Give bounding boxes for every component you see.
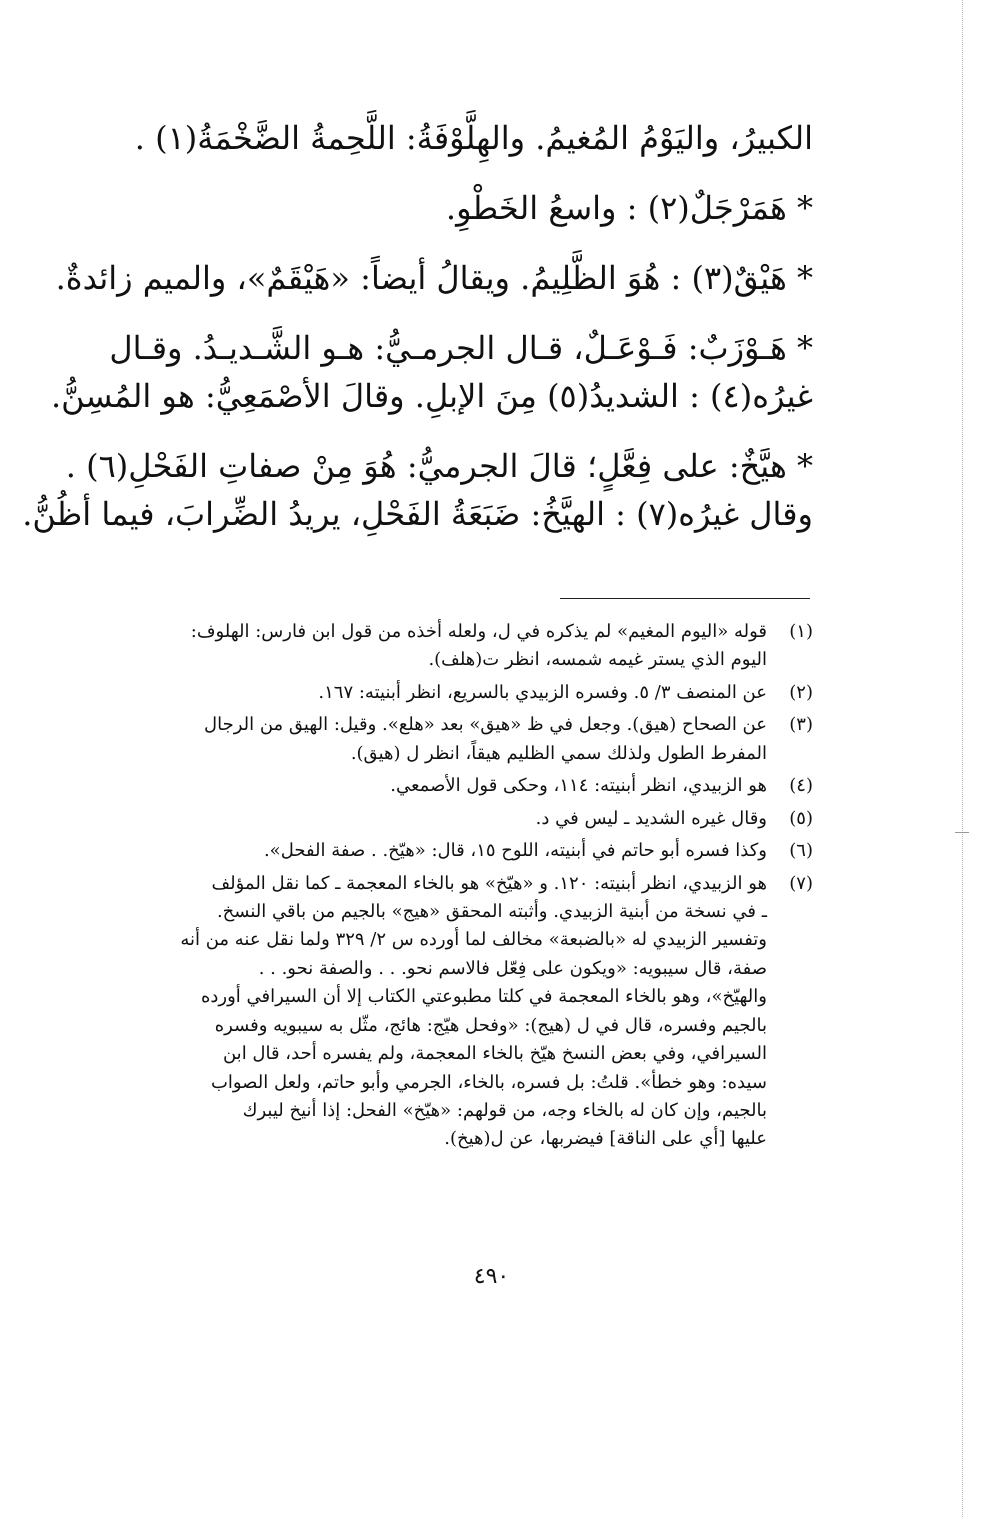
- footnote-line: قوله «اليوم المغيم» لم يذكره في ل، ولعله أخذه من قول ابن فارس: الهلوف:: [190, 621, 767, 642]
- footnote-line: والهيّخ»، وهو بالخاء المعجمة في كلتا مطبوعتي الكتاب إلا أن السيرافي أورده: [200, 986, 767, 1008]
- footnote-text: [138, 772, 767, 800]
- footnote-text: [138, 837, 767, 865]
- footnote-line: هو الزبيدي، انظر أبنيته: ١٢٠. و «هيّخ» هو بالخاء المعجمة ـ كما نقل المؤلف: [211, 872, 767, 894]
- footnote-divider: [560, 598, 810, 599]
- main-line: غيرُه(٤) : الشديدُ(٥) مِنَ الإبلِ. وقالَ الأصْمَعِيُّ: هو المُسِنُّ.: [51, 377, 813, 415]
- footnote: [138, 870, 813, 1154]
- footnote-line: سيده: وهو خطأ». قلتُ: بل فسره، بالخاء، الجرمي وأبو حاتم، ولعل الصواب: [210, 1071, 767, 1093]
- footnote: [138, 711, 813, 768]
- footnote-text: [138, 805, 767, 833]
- footnote-number: (٣): [789, 714, 813, 736]
- page-number: ٤٩٠: [473, 1264, 510, 1289]
- scan-edge-mark: [955, 832, 969, 833]
- main-line: * هَمَرْجَلٌ(٢) : واسعُ الخَطْوِ.: [445, 189, 813, 227]
- footnote-line: عن الصحاح (هيق). وجعل في ظ «هيق» بعد «هلع». وقيل: الهيق من الرجال: [204, 714, 767, 736]
- main-line: * هيَّخٌ: على فِعَّلٍ؛ قالَ الجرميُّ: هُوَ مِنْ صفاتِ الفَحْلِ(٦) .: [65, 447, 813, 485]
- footnote-line: وتفسير الزبيدي له «بالضبعة» مخالف لما أورده س ٢/ ٣٢٩ ولما نقل عنه من أنه: [180, 929, 767, 951]
- footnote-number: (٥): [789, 807, 813, 829]
- footnote-text: [138, 618, 767, 675]
- footnote: [138, 618, 813, 675]
- footnote-line: ـ في نسخة من أبنية الزبيدي. وأثبته المحقق «هيج» بالجيم من باقي النسخ.: [216, 900, 767, 922]
- footnote-line: وكذا فسره أبو حاتم في أبنيته، اللوح ١٥، قال: «هيّخ. . صفة الفحل».: [263, 840, 767, 862]
- footnote-line: صفة، قال سيبويه: «ويكون على فِعّل فالاسم نحو. . . والصفة نحو. . .: [258, 957, 767, 979]
- footnote-text: [138, 711, 767, 768]
- footnote-text: [138, 679, 767, 707]
- footnote-number: (١): [789, 621, 813, 642]
- footnote-line: المفرط الطول ولذلك سمي الظليم هيقاً، انظر ل (هيق).: [350, 742, 767, 764]
- footnote-line: عن المنصف ٣/ ٥. وفسره الزبيدي بالسريع، انظر أبنيته: ١٦٧.: [318, 681, 767, 703]
- footnote-line: السيرافي، وفي بعض النسخ هيّخ بالخاء المعجمة، ولم يفسره أحد، قال ابن: [222, 1043, 767, 1065]
- footnote: [138, 837, 813, 865]
- footnote: [138, 805, 813, 833]
- footnote-number: (٦): [789, 840, 813, 862]
- main-line: * هَـوْزَبٌ: فَـوْعَـلٌ، قـال الجرمـيُّ: هـو الشَّـديـدُ. وقـال: [109, 329, 813, 367]
- footnote-number: (٤): [789, 775, 813, 797]
- footnote-line: وقال غيره الشديد ـ ليس في د.: [535, 807, 767, 829]
- main-line: وقال غيرُه(٧) : الهيَّخُ: ضَبَعَةُ الفَحْلِ، يريدُ الضِّرابَ، فيما أظُنُّ.: [22, 495, 813, 533]
- scan-edge-line: [962, 0, 964, 1517]
- footnote: [138, 679, 813, 707]
- footnote-line: اليوم الذي يستر غيمه شمسه، انظر ت(هلف).: [428, 649, 767, 671]
- footnotes: [138, 618, 813, 1158]
- footnote-line: عليها [أي على الناقة] فيضربها، عن ل(هيخ).: [444, 1128, 767, 1150]
- footnote-line: هو الزبيدي، انظر أبنيته: ١١٤، وحكى قول الأصمعي.: [390, 775, 767, 797]
- footnote-line: بالجيم، وإن كان له بالخاء وجه، من قولهم: «هيّخ» الفحل: إذا أنيخ ليبرك: [242, 1100, 767, 1121]
- footnote-text: [138, 870, 767, 1154]
- footnote-line: بالجيم وفسره، قال في ل (هيج): «وفحل هيّج: هائج، مثّل به سيبويه وفسره: [214, 1014, 767, 1036]
- main-line: * هَيْقٌ(٣) : هُوَ الظَّلِيمُ. ويقالُ أيضاً: «هَيْقَمٌ»، والميم زائدةٌ.: [55, 259, 813, 297]
- main-text: [22, 118, 813, 534]
- footnote-number: (٢): [789, 681, 813, 703]
- main-line: الكبيرُ، واليَوْمُ المُغيمُ. والهِلَّوْفَةُ: اللَّحِمةُ الضَّخْمَةُ(١) .: [134, 119, 813, 157]
- footnote-number: (٧): [789, 872, 813, 894]
- footnote: [138, 772, 813, 800]
